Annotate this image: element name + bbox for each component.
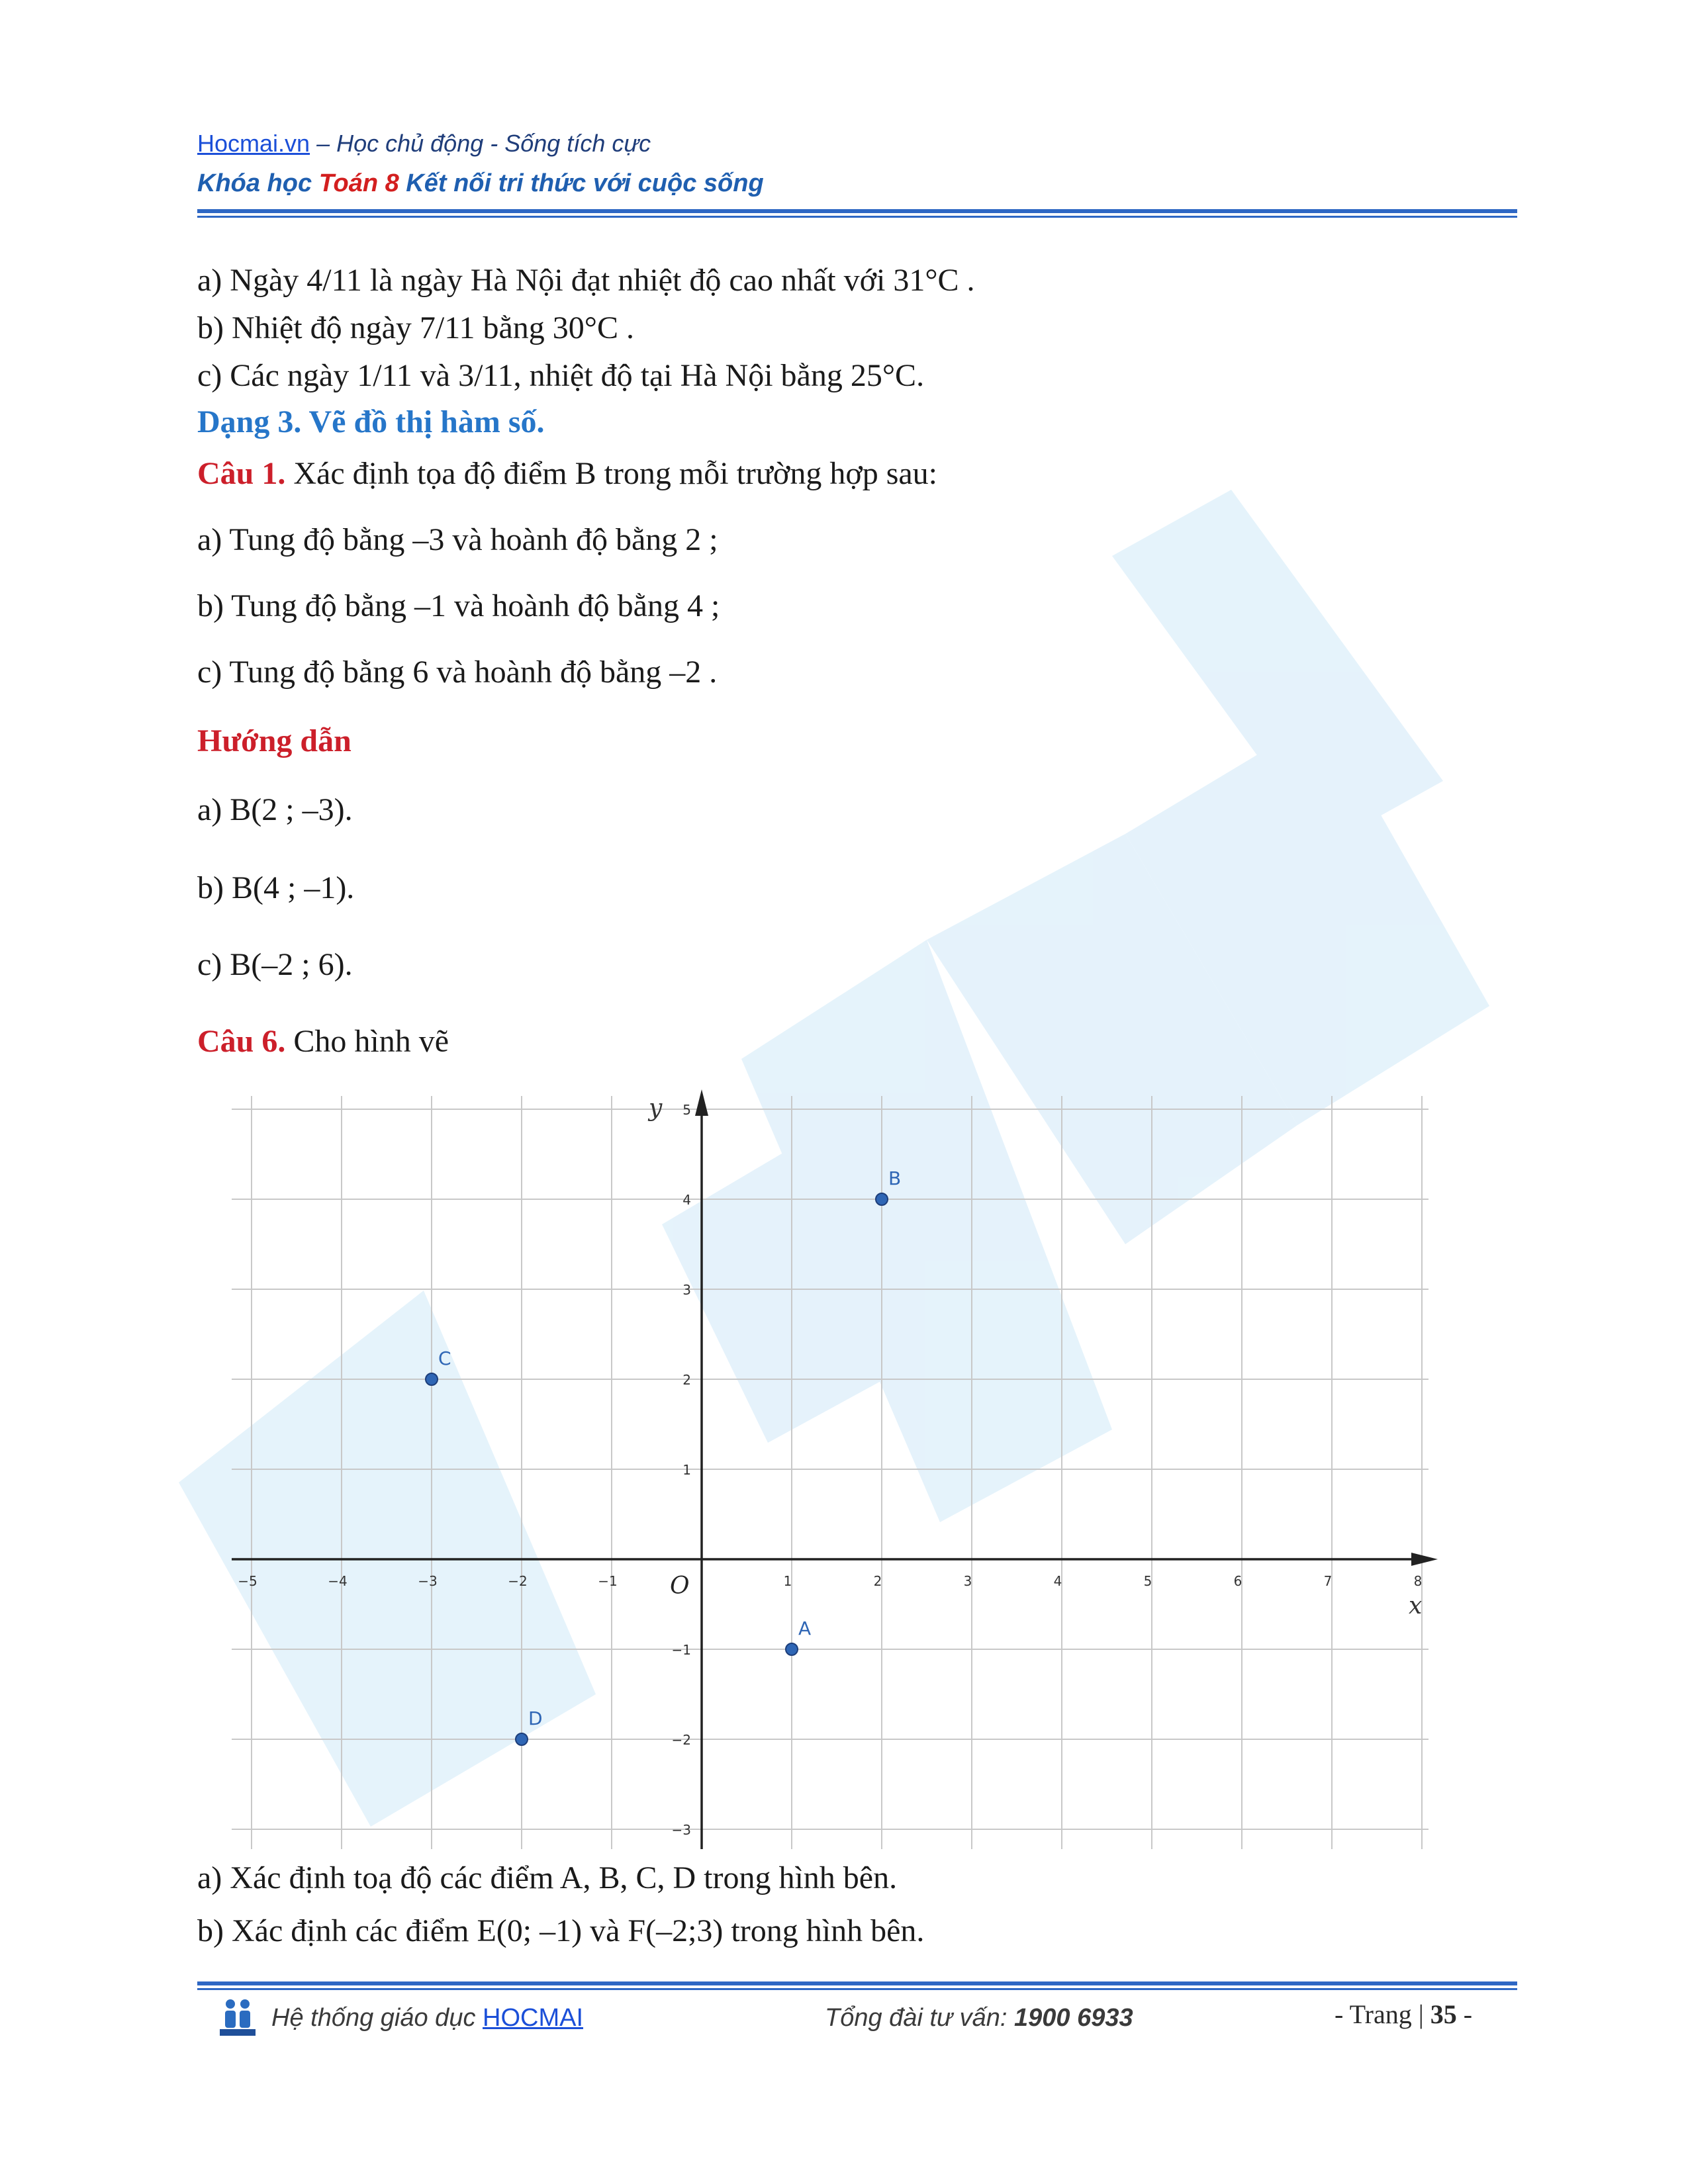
y-tick-label: 3 <box>682 1282 691 1298</box>
point-label-b: B <box>888 1167 902 1189</box>
guide-c: c) B(–2 ; 6). <box>197 947 353 982</box>
x-tick-label: −4 <box>328 1573 348 1589</box>
hocmai-logo-icon <box>218 1997 257 2038</box>
y-tick-label: −2 <box>671 1732 691 1748</box>
footer-system-prefix: Hệ thống giáo dục <box>271 2004 483 2032</box>
q1-line <box>197 455 937 492</box>
q6-label: Câu 6. <box>197 1024 286 1059</box>
header-site-link[interactable]: Hocmai.vn <box>197 130 310 157</box>
page-prefix: - Trang | <box>1335 1999 1430 2029</box>
page-number: 35 <box>1430 1999 1457 2029</box>
origin-label: O <box>670 1572 690 1600</box>
x-tick-label: 1 <box>783 1573 792 1589</box>
section-title: Dạng 3. Vẽ đồ thị hàm số. <box>197 404 545 439</box>
prev-answer-b: b) Nhiệt độ ngày 7/11 bằng 30°C . <box>197 310 634 345</box>
x-tick-label: −1 <box>598 1573 618 1589</box>
page-indicator <box>1335 1999 1472 2030</box>
q1-c: c) Tung độ bằng 6 và hoành độ bằng –2 . <box>197 655 718 690</box>
course-suffix: Kết nối tri thức với cuộc sống <box>399 169 764 197</box>
page-suffix: - <box>1456 1999 1473 2029</box>
x-tick-label: 7 <box>1323 1573 1333 1589</box>
q6-text: Cho hình vẽ <box>285 1024 449 1059</box>
footer-rule-thin <box>197 1988 1517 1990</box>
header-tagline-line <box>197 130 651 158</box>
x-tick-label: 2 <box>873 1573 882 1589</box>
x-tick-label: −5 <box>238 1573 258 1589</box>
course-subject: Toán 8 <box>318 169 399 197</box>
q6-line <box>197 1023 449 1060</box>
point-d <box>516 1733 528 1745</box>
y-tick-label: 1 <box>682 1462 691 1478</box>
prev-answer-c: c) Các ngày 1/11 và 3/11, nhiệt độ tại Hà Nội bằng 25°C. <box>197 358 925 393</box>
x-tick-label: 5 <box>1143 1573 1152 1589</box>
coordinate-plane-chart <box>238 1085 1456 1846</box>
x-tick-label: −2 <box>508 1573 528 1589</box>
x-tick-label: 6 <box>1233 1573 1243 1589</box>
point-label-c: C <box>438 1347 451 1369</box>
course-prefix: Khóa học <box>197 169 319 197</box>
q1-a: a) Tung độ bằng –3 và hoành độ bằng 2 ; <box>197 522 718 557</box>
point-c <box>426 1373 438 1385</box>
header-rule-thick <box>197 209 1517 213</box>
footer-system <box>271 2004 583 2032</box>
q1-label: Câu 1. <box>197 456 286 491</box>
guide-label: Hướng dẫn <box>197 723 352 758</box>
x-axis-label: x <box>1409 1592 1423 1619</box>
point-b <box>876 1193 888 1205</box>
guide-b: b) B(4 ; –1). <box>197 870 355 905</box>
x-tick-label: 8 <box>1413 1573 1423 1589</box>
q1-text: Xác định tọa độ điểm B trong mỗi trường hợp sau: <box>285 456 938 491</box>
header-tagline: – Học chủ động - Sống tích cực <box>310 130 651 157</box>
x-tick-label: 4 <box>1053 1573 1062 1589</box>
x-tick-label: −3 <box>418 1573 438 1589</box>
y-tick-label: 4 <box>682 1192 691 1208</box>
y-axis-arrow <box>695 1089 708 1116</box>
footer-hocmai-link[interactable]: HOCMAI <box>483 2004 584 2032</box>
y-tick-label: −3 <box>671 1822 691 1838</box>
y-tick-label: 2 <box>682 1372 691 1388</box>
footer-hotline <box>825 2004 1133 2032</box>
point-label-d: D <box>528 1707 543 1729</box>
footer-rule-thick <box>197 1981 1517 1985</box>
hotline-label: Tổng đài tư vấn: <box>825 2004 1015 2032</box>
hotline-number: 1900 6933 <box>1014 2004 1133 2032</box>
x-tick-label: 3 <box>963 1573 972 1589</box>
y-tick-label: 5 <box>682 1102 691 1118</box>
y-tick-label: −1 <box>671 1642 691 1658</box>
header-rule-thin <box>197 216 1517 218</box>
header-course-line <box>197 169 764 198</box>
q6-a: a) Xác định toạ độ các điểm A, B, C, D trong hình bên. <box>197 1860 898 1895</box>
guide-a: a) B(2 ; –3). <box>197 792 353 827</box>
point-a <box>786 1643 798 1655</box>
x-axis-arrow <box>1411 1553 1438 1566</box>
y-axis-label: y <box>649 1095 663 1122</box>
q1-b: b) Tung độ bằng –1 và hoành độ bằng 4 ; <box>197 588 720 623</box>
prev-answer-a: a) Ngày 4/11 là ngày Hà Nội đạt nhiệt độ cao nhất với 31°C . <box>197 263 975 298</box>
q6-b: b) Xác định các điểm E(0; –1) và F(–2;3) trong hình bên. <box>197 1913 925 1948</box>
point-label-a: A <box>798 1617 812 1639</box>
